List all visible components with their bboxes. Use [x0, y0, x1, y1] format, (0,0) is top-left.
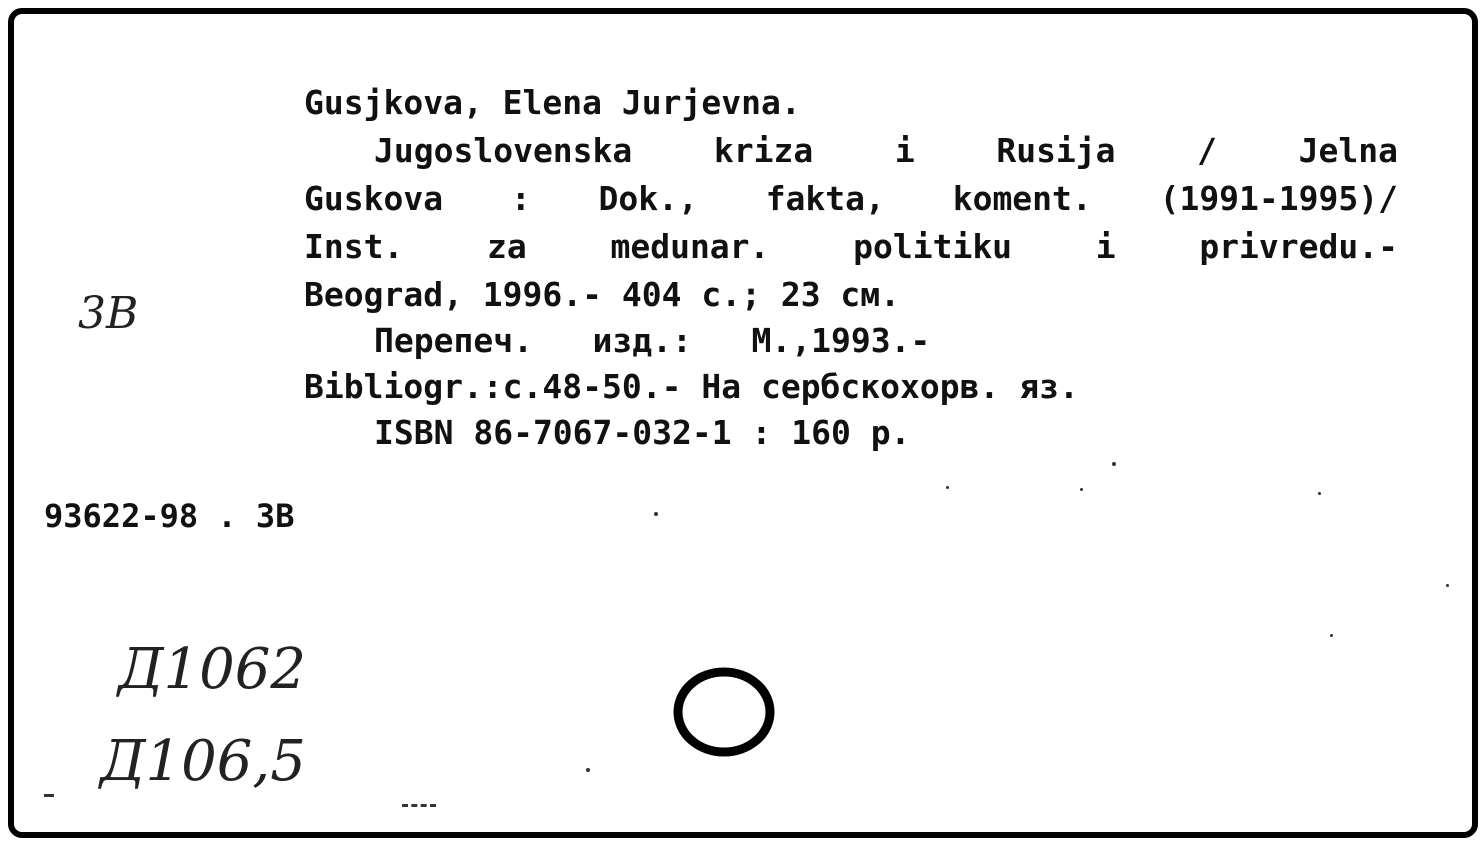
speck — [1112, 462, 1116, 466]
title-word: Jelna — [1298, 131, 1398, 170]
reprint-note: Перепеч. изд.: М.,1993.- — [374, 321, 931, 360]
publisher-line — [304, 227, 1398, 266]
speck — [946, 486, 949, 489]
handwritten-class-mark: 3В — [78, 288, 139, 339]
subtitle-line — [304, 179, 1398, 218]
subtitle-word: Dok., — [598, 179, 698, 218]
title-word: Rusija — [996, 131, 1116, 170]
title-word: / — [1197, 131, 1218, 170]
title-word: i — [894, 131, 915, 170]
subtitle-word: koment. — [952, 179, 1092, 218]
handwritten-shelf-note-2: Д106,5 — [100, 729, 306, 794]
speck — [1446, 584, 1449, 587]
speck — [1318, 492, 1321, 495]
speck — [1330, 634, 1333, 637]
bibliography-note: Bibliogr.:c.48-50.- На сербскохорв. яз. — [304, 367, 1079, 406]
title-word: kriza — [713, 131, 814, 170]
publisher-word: medunar. — [610, 227, 770, 266]
dash-mark — [402, 804, 436, 810]
subtitle-word: : — [510, 179, 531, 218]
author-heading: Gusjkova, Elena Jurjevna. — [304, 83, 801, 122]
accession-number: 93622-98 . 3В — [44, 497, 295, 535]
speck — [654, 512, 658, 516]
subtitle-word: Guskova — [304, 179, 444, 218]
publisher-word: privredu.- — [1199, 227, 1398, 266]
handwritten-shelf-note-1: Д1062 — [118, 637, 307, 702]
publisher-word: Inst. — [304, 227, 404, 266]
dash-mark — [44, 794, 54, 797]
isbn-line: ISBN 86-7067-032-1 : 160 р. — [374, 413, 911, 452]
speck — [1080, 488, 1083, 491]
title-word: Jugoslovenska — [374, 131, 633, 170]
punch-hole-icon — [672, 664, 782, 764]
subtitle-word: (1991-1995)/ — [1159, 179, 1398, 218]
speck — [586, 768, 590, 772]
imprint-line: Beograd, 1996.- 404 c.; 23 см. — [304, 275, 901, 314]
publisher-word: i — [1095, 227, 1116, 266]
publisher-word: za — [487, 227, 527, 266]
subtitle-word: fakta, — [765, 179, 885, 218]
publisher-word: politiku — [853, 227, 1013, 266]
title-line — [374, 131, 1398, 170]
catalog-card — [8, 8, 1478, 838]
